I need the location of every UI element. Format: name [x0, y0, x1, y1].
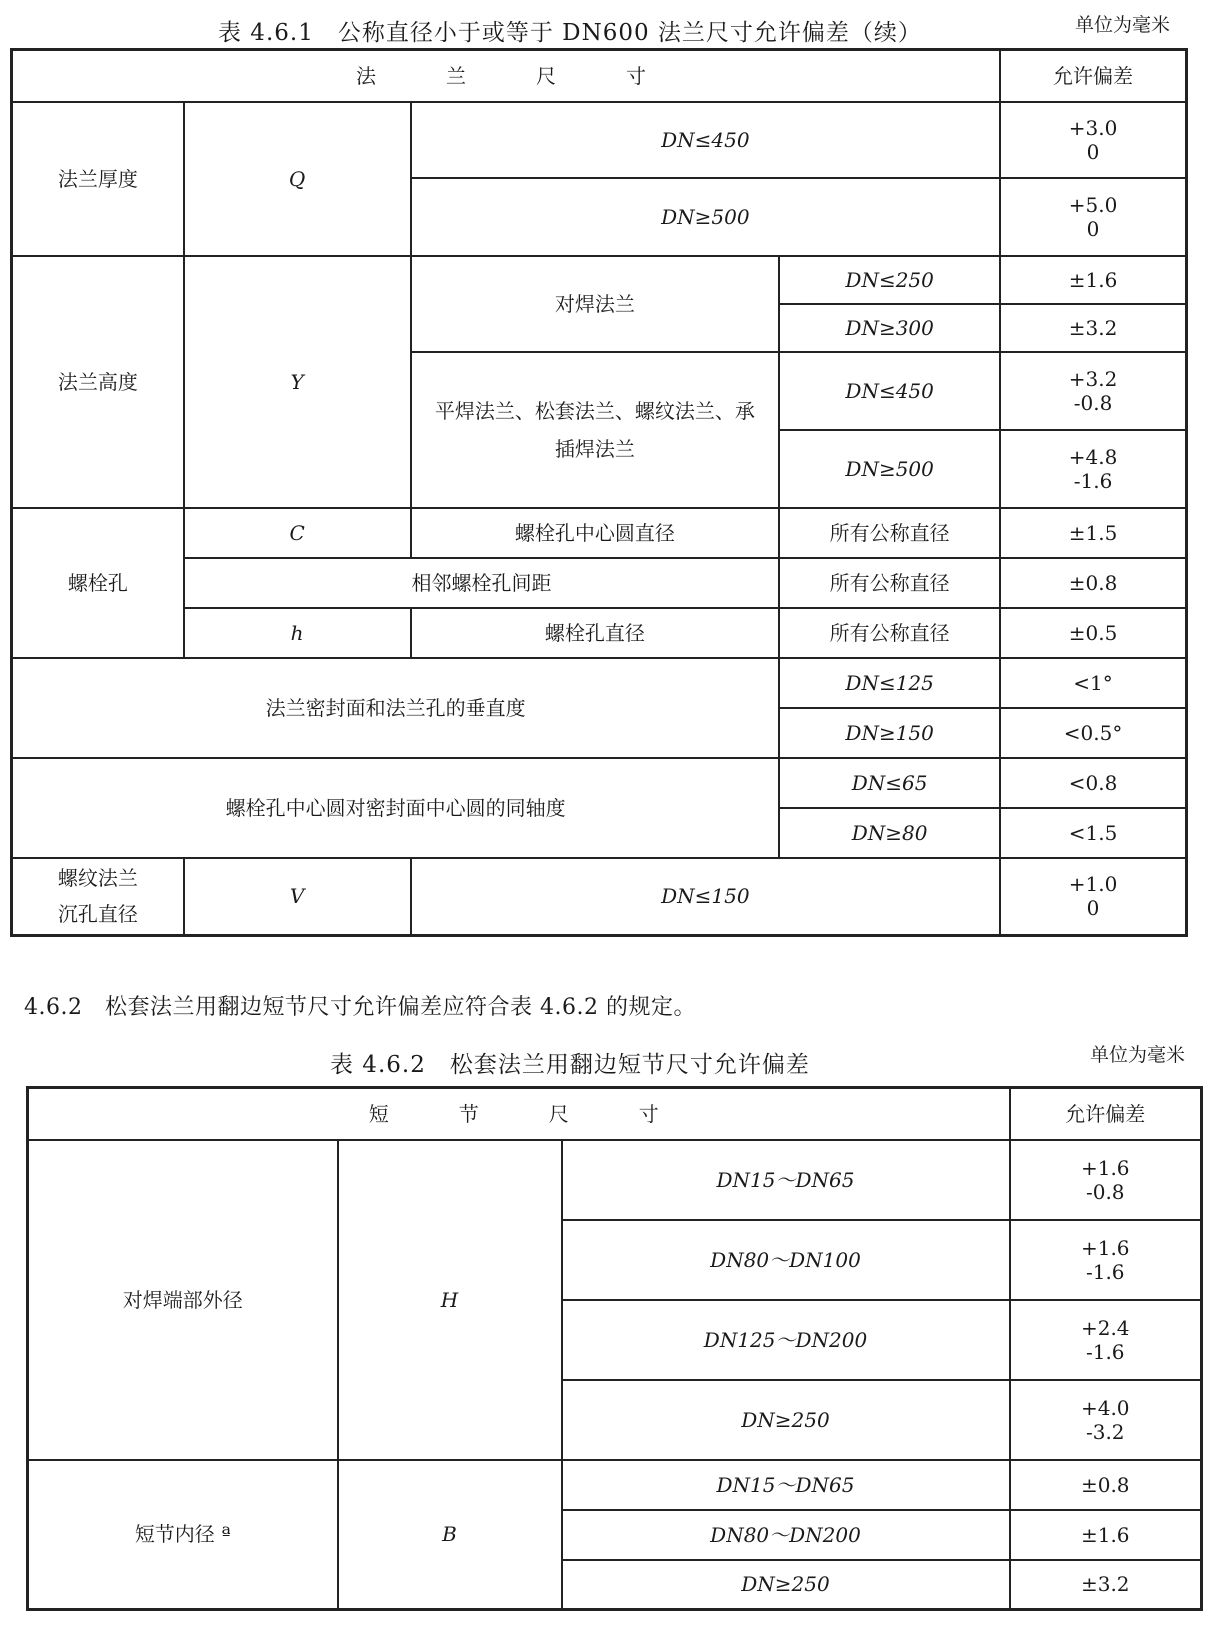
- bolt-desc-3: 螺栓孔直径: [411, 608, 780, 658]
- table2: [26, 1086, 1203, 1611]
- header2-dimension: 短 节 尺 寸: [28, 1088, 1010, 1140]
- thickness-label: 法兰厚度: [12, 102, 184, 256]
- table-row: [12, 858, 1187, 936]
- height-tol-3: +3.2 -0.8: [1000, 352, 1186, 430]
- weld-neck-label: 对焊法兰: [411, 256, 780, 352]
- perp-tol-2: <0.5°: [1000, 708, 1186, 758]
- height-cond-4: DN≥500: [779, 430, 1000, 508]
- bolt-symbol-h: h: [184, 608, 411, 658]
- bolt-label: 螺栓孔: [12, 508, 184, 658]
- id-label: 短节内径 ª: [28, 1460, 338, 1610]
- od-tol-4: +4.0 -3.2: [1010, 1380, 1202, 1460]
- bolt-tol-2: ±0.8: [1000, 558, 1186, 608]
- table-row: [28, 1460, 1202, 1510]
- table1-header-row: [12, 50, 1187, 102]
- table1: [10, 48, 1188, 937]
- bolt-desc-2: 相邻螺栓孔间距: [184, 558, 780, 608]
- thickness-tol-1: +3.0 0: [1000, 102, 1186, 178]
- od-cond-1: DN15～DN65: [562, 1140, 1010, 1220]
- id-tol-2: ±1.6: [1010, 1510, 1202, 1560]
- perp-label: 法兰密封面和法兰孔的垂直度: [12, 658, 780, 758]
- table-row: [28, 1140, 1202, 1220]
- thread-symbol: V: [184, 858, 411, 936]
- height-cond-3: DN≤450: [779, 352, 1000, 430]
- header-dimension: 法 兰 尺 寸: [12, 50, 1001, 102]
- table-row: [12, 256, 1187, 304]
- table2-caption: 表 4.6.2 松套法兰用翻边短节尺寸允许偏差: [330, 1052, 810, 1078]
- table-row: [12, 658, 1187, 708]
- od-label: 对焊端部外径: [28, 1140, 338, 1460]
- bolt-tol-1: ±1.5: [1000, 508, 1186, 558]
- od-tol-1: +1.6 -0.8: [1010, 1140, 1202, 1220]
- coax-tol-2: <1.5: [1000, 808, 1186, 858]
- thickness-tol-2: +5.0 0: [1000, 178, 1186, 256]
- bolt-symbol-c: C: [184, 508, 411, 558]
- height-label: 法兰高度: [12, 256, 184, 508]
- thread-tol: +1.0 0: [1000, 858, 1186, 936]
- bolt-cond-1: 所有公称直径: [779, 508, 1000, 558]
- perp-cond-2: DN≥150: [779, 708, 1000, 758]
- clause-4-6-2: 4.6.2 松套法兰用翻边短节尺寸允许偏差应符合表 4.6.2 的规定。: [24, 995, 696, 1020]
- od-cond-3: DN125～DN200: [562, 1300, 1010, 1380]
- id-symbol: B: [338, 1460, 562, 1610]
- height-tol-4: +4.8 -1.6: [1000, 430, 1186, 508]
- bolt-cond-2: 所有公称直径: [779, 558, 1000, 608]
- coax-tol-1: <0.8: [1000, 758, 1186, 808]
- header2-tolerance: 允许偏差: [1010, 1088, 1202, 1140]
- height-cond-1: DN≤250: [779, 256, 1000, 304]
- table1-unit: 单位为毫米: [1075, 14, 1171, 36]
- perp-cond-1: DN≤125: [779, 658, 1000, 708]
- perp-tol-1: <1°: [1000, 658, 1186, 708]
- coax-cond-1: DN≤65: [779, 758, 1000, 808]
- table-row: [12, 608, 1187, 658]
- coax-cond-2: DN≥80: [779, 808, 1000, 858]
- height-tol-2: ±3.2: [1000, 304, 1186, 352]
- table1-caption: 表 4.6.1 公称直径小于或等于 DN600 法兰尺寸允许偏差（续）: [218, 20, 922, 46]
- height-cond-2: DN≥300: [779, 304, 1000, 352]
- table2-unit: 单位为毫米: [1090, 1044, 1186, 1066]
- od-cond-2: DN80～DN100: [562, 1220, 1010, 1300]
- thickness-symbol: Q: [184, 102, 411, 256]
- header-tolerance: 允许偏差: [1000, 50, 1186, 102]
- id-tol-3: ±3.2: [1010, 1560, 1202, 1610]
- other-flanges-label: 平焊法兰、松套法兰、螺纹法兰、承插焊法兰: [411, 352, 780, 508]
- bolt-tol-3: ±0.5: [1000, 608, 1186, 658]
- coax-label: 螺栓孔中心圆对密封面中心圆的同轴度: [12, 758, 780, 858]
- height-symbol: Y: [184, 256, 411, 508]
- bolt-cond-3: 所有公称直径: [779, 608, 1000, 658]
- od-cond-4: DN≥250: [562, 1380, 1010, 1460]
- thread-cond: DN≤150: [411, 858, 1001, 936]
- height-tol-1: ±1.6: [1000, 256, 1186, 304]
- od-tol-2: +1.6 -1.6: [1010, 1220, 1202, 1300]
- table2-header-row: [28, 1088, 1202, 1140]
- id-cond-2: DN80～DN200: [562, 1510, 1010, 1560]
- table-row: [12, 558, 1187, 608]
- bolt-desc-1: 螺栓孔中心圆直径: [411, 508, 780, 558]
- table-row: [12, 508, 1187, 558]
- id-tol-1: ±0.8: [1010, 1460, 1202, 1510]
- thickness-cond-1: DN≤450: [411, 102, 1001, 178]
- thread-label: 螺纹法兰 沉孔直径: [12, 858, 184, 936]
- table-row: [12, 102, 1187, 178]
- od-symbol: H: [338, 1140, 562, 1460]
- id-cond-1: DN15～DN65: [562, 1460, 1010, 1510]
- od-tol-3: +2.4 -1.6: [1010, 1300, 1202, 1380]
- thickness-cond-2: DN≥500: [411, 178, 1001, 256]
- table-row: [12, 758, 1187, 808]
- id-cond-3: DN≥250: [562, 1560, 1010, 1610]
